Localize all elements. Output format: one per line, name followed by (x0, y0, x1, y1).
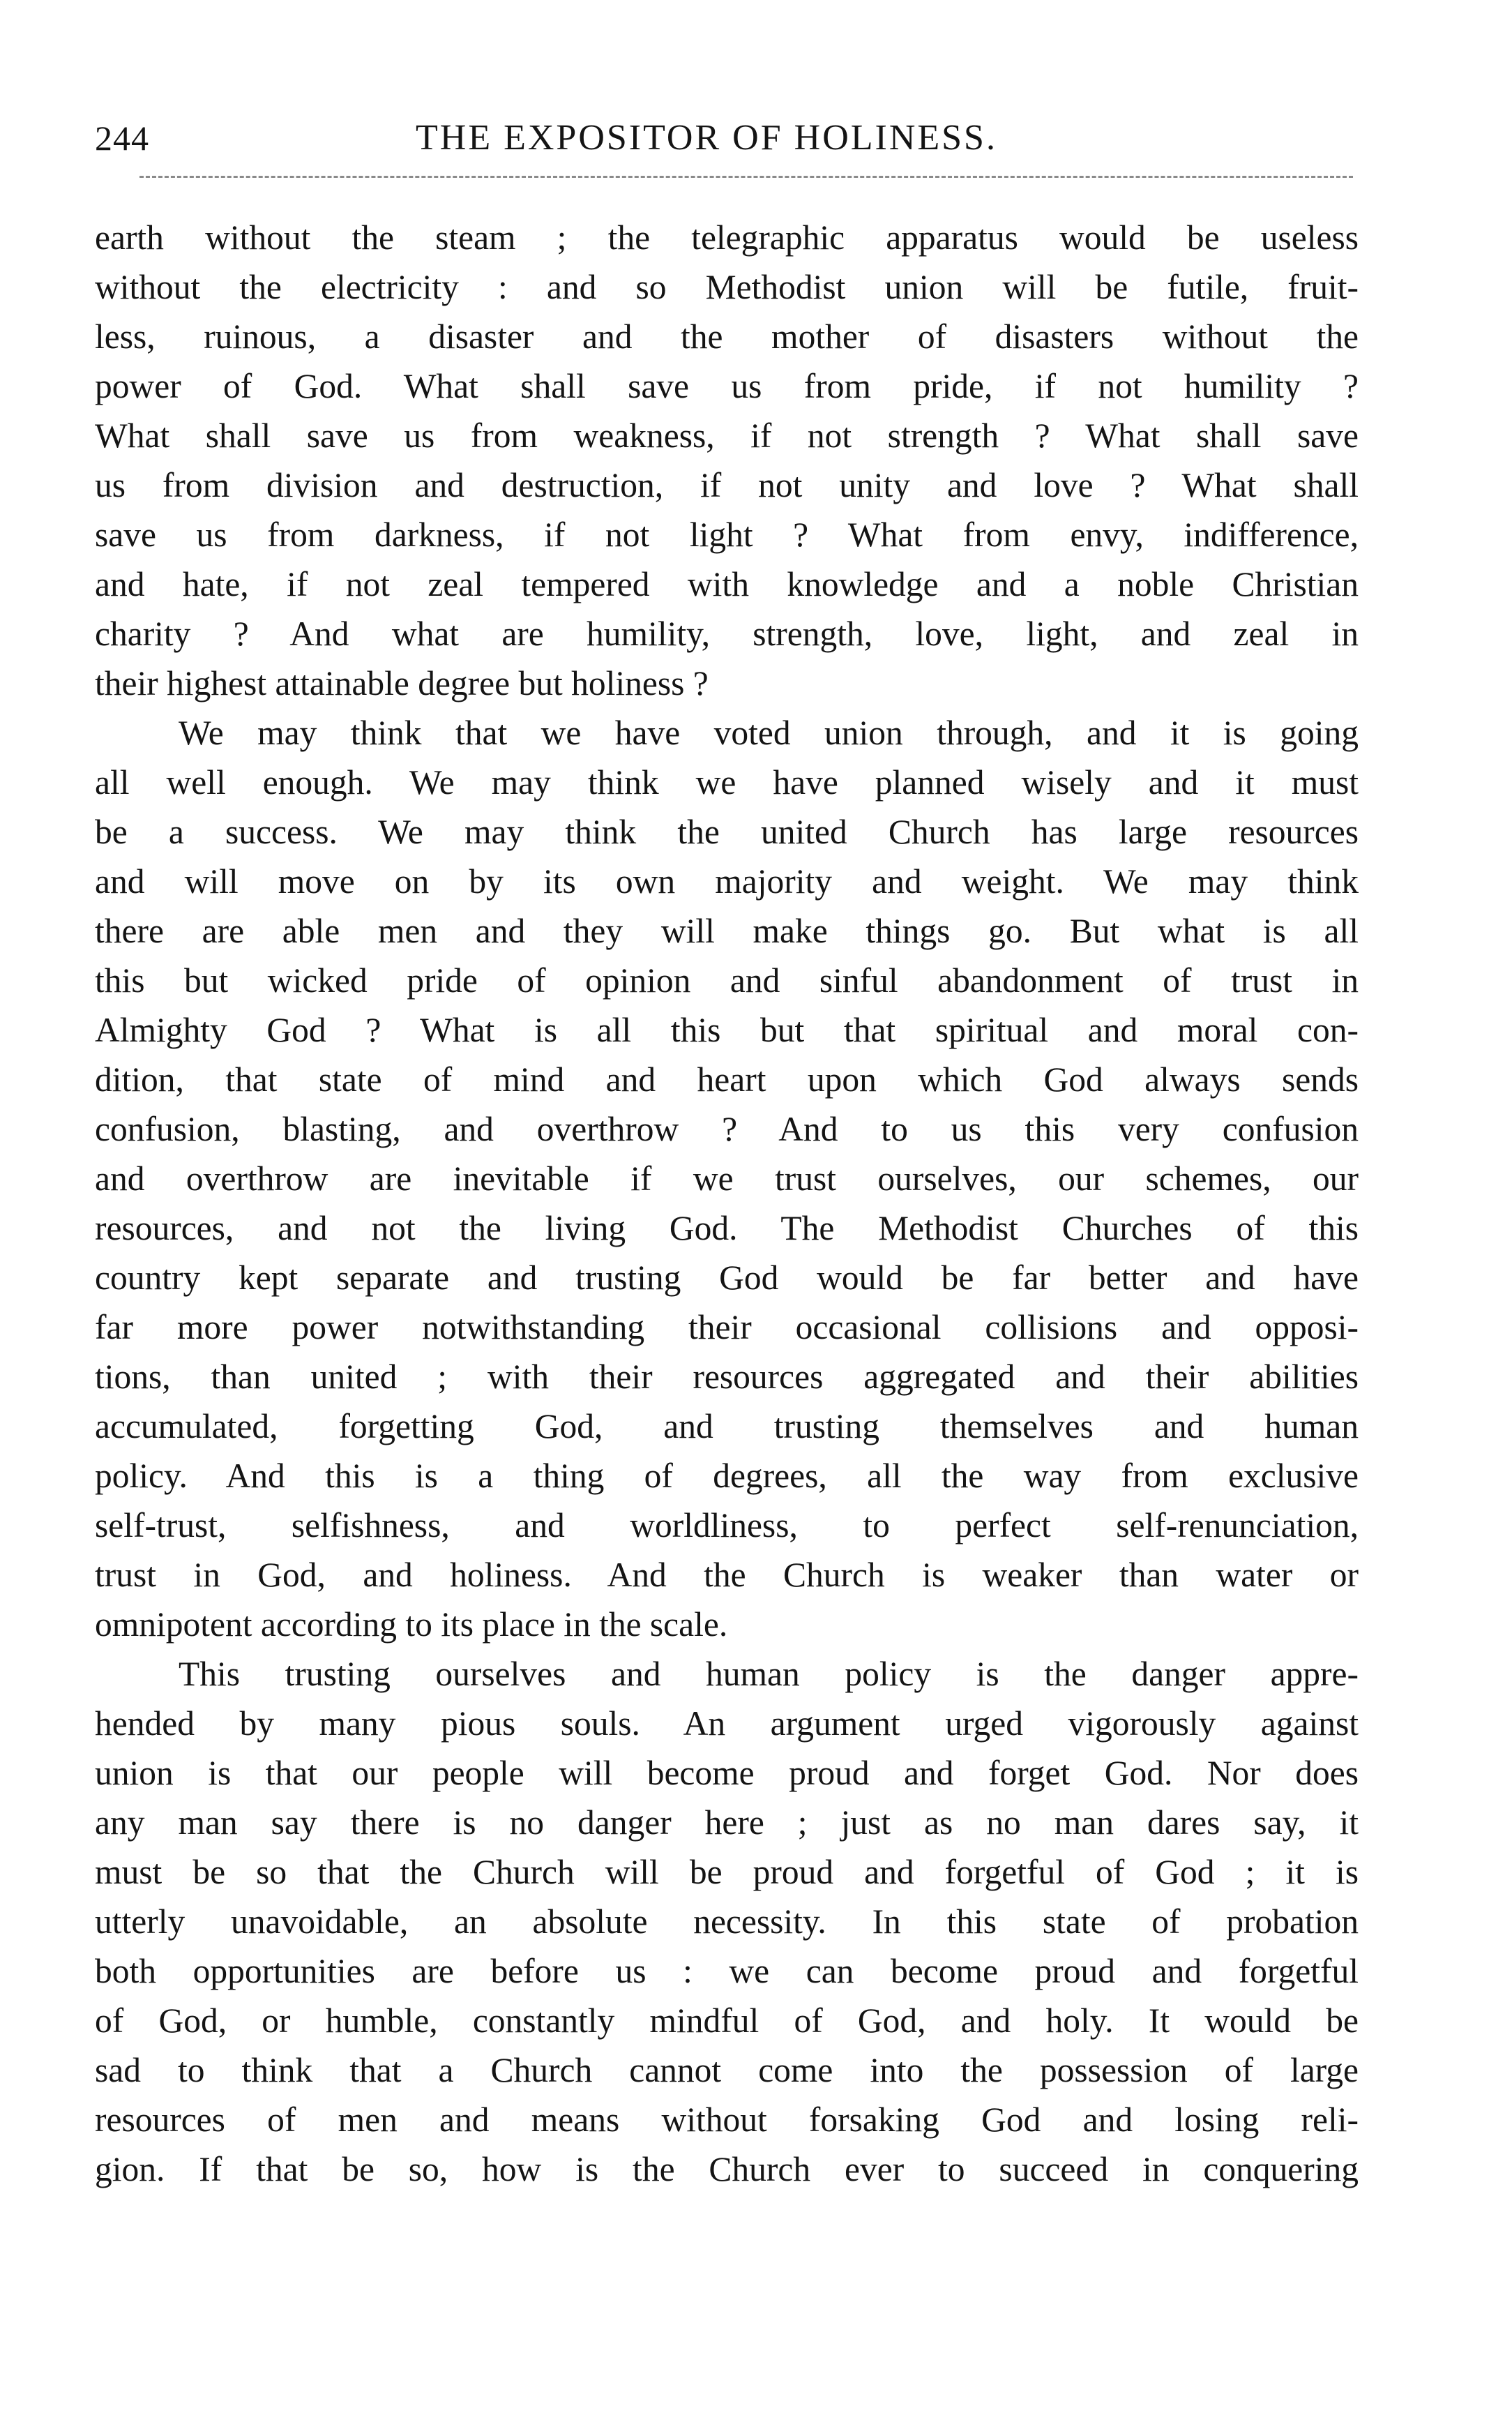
text-line: policy. And this is a thing of degrees, all the way from exclusive (95, 1457, 1359, 1495)
text-line: utterly unavoidable, an absolute necessity. In this state of probation (95, 1902, 1359, 1941)
text-line: omnipotent according to its place in the scale. (95, 1605, 728, 1644)
text-line: both opportunities are before us : we can become proud and forgetful (95, 1952, 1359, 1990)
text-line: country kept separate and trusting God would be far better and have (95, 1258, 1359, 1297)
body-text (95, 213, 1359, 2194)
text-line: earth without the steam ; the telegraphic apparatus would be useless (95, 218, 1359, 257)
text-line: without the electricity : and so Methodist union will be futile, fruit- (95, 268, 1359, 306)
text-line: their highest attainable degree but holiness ? (95, 664, 709, 702)
text-line: less, ruinous, a disaster and the mother of disasters without the (95, 317, 1359, 356)
text-line: self-trust, selfishness, and worldliness, to perfect self-renunciation, (95, 1506, 1359, 1544)
header-rule (139, 176, 1353, 178)
paragraph-2 (95, 708, 1359, 1649)
page-number: 244 (95, 119, 149, 158)
text-line: This trusting ourselves and human policy is the danger appre- (179, 1655, 1359, 1693)
text-line: any man say there is no danger here ; just as no man dares say, it (95, 1803, 1359, 1842)
text-line: must be so that the Church will be proud and forgetful of God ; it is (95, 1853, 1359, 1891)
text-line: us from division and destruction, if not unity and love ? What shall (95, 466, 1359, 504)
text-line: hended by many pious souls. An argument urged vigorously against (95, 1704, 1359, 1743)
paragraph-3 (95, 1649, 1359, 2194)
text-line: accumulated, forgetting God, and trusting themselves and human (95, 1407, 1359, 1445)
text-line: Almighty God ? What is all this but that spiritual and moral con- (95, 1011, 1359, 1049)
text-line: power of God. What shall save us from pride, if not humility ? (95, 367, 1359, 405)
text-line: sad to think that a Church cannot come into the possession of large (95, 2051, 1359, 2089)
text-line: charity ? And what are humility, strength, love, light, and zeal in (95, 615, 1359, 653)
text-line: all well enough. We may think we have planned wisely and it must (95, 763, 1359, 802)
text-line: confusion, blasting, and overthrow ? And to us this very confusion (95, 1110, 1359, 1148)
text-line: gion. If that be so, how is the Church ever to succeed in conquering (95, 2150, 1359, 2188)
text-line: save us from darkness, if not light ? What from envy, indifference, (95, 516, 1359, 554)
text-line: resources, and not the living God. The Methodist Churches of this (95, 1209, 1359, 1247)
running-title: THE EXPOSITOR OF HOLINESS. (416, 118, 997, 158)
text-line: We may think that we have voted union through, and it is going (179, 714, 1359, 752)
text-line: dition, that state of mind and heart upon which God always sends (95, 1060, 1359, 1099)
text-line: tions, than united ; with their resources aggregated and their abilities (95, 1358, 1359, 1396)
text-line: there are able men and they will make things go. But what is all (95, 912, 1359, 950)
page-header (95, 110, 1357, 166)
text-line: and overthrow are inevitable if we trust ourselves, our schemes, our (95, 1159, 1359, 1198)
text-line: be a success. We may think the united Church has large resources (95, 813, 1359, 851)
text-line: resources of men and means without forsaking God and losing reli- (95, 2100, 1359, 2139)
text-line: What shall save us from weakness, if not strength ? What shall save (95, 416, 1359, 455)
text-line: far more power notwithstanding their occasional collisions and opposi- (95, 1308, 1359, 1346)
paragraph-1 (95, 213, 1359, 708)
text-line: trust in God, and holiness. And the Church is weaker than water or (95, 1556, 1359, 1594)
text-line: union is that our people will become proud and forget God. Nor does (95, 1754, 1359, 1792)
text-line: and will move on by its own majority and weight. We may think (95, 862, 1359, 901)
text-line: of God, or humble, constantly mindful of God, and holy. It would be (95, 2001, 1359, 2040)
text-line: this but wicked pride of opinion and sinful abandonment of trust in (95, 961, 1359, 1000)
text-line: and hate, if not zeal tempered with knowledge and a noble Christian (95, 565, 1359, 603)
